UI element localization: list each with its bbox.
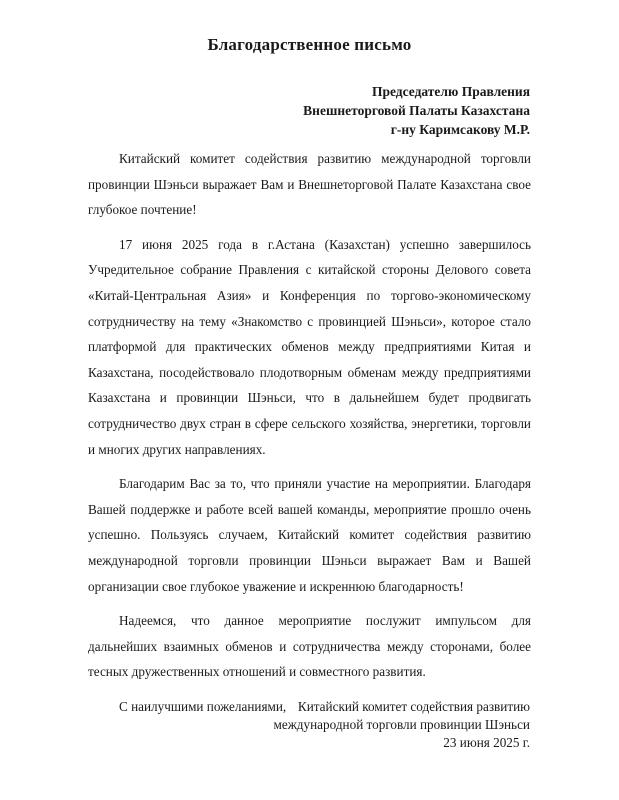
- letter-title: Благодарственное письмо: [207, 35, 412, 54]
- signature-org-line-2: международной торговли провинции Шэньси: [273, 717, 530, 732]
- addressee-position: Председателю Правления: [371, 84, 530, 99]
- paragraph-hope: Надеемся, что данное мероприятие послужит импульсом для дальнейших взаимных обменов и сотрудничества между сторонами, более тесных дружественных отношений и совместного развития.: [88, 613, 531, 680]
- paragraph-event: 17 июня 2025 года в г.Астана (Казахстан) успешно завершилось Учредительное собрание Правления с китайской стороны Делового совета «Китай-Центральная Азия» и Конференция по торгово-экономическому сотрудничеству на тему «Знакомство с провинцией Шэньси», которое стало платформой для практических обменов между предприятиями Китая и Казахстана, посодействовало плодотворным обменам между предприятиями Казахстана и провинции Шэньси, что в дальнейшем будет продвигать сотрудничество двух стран в сфере сельского хозяйства, энергетики, торговли и многих других направлениях.: [88, 236, 531, 457]
- addressee-block: [303, 82, 530, 139]
- paragraph-greeting: Китайский комитет содействия развитию международной торговли провинции Шэньси выражает Вам и Внешнеторговой Палате Казахстана свое глубокое почтение!: [88, 151, 531, 218]
- paragraph-thanks: Благодарим Вас за то, что приняли участие на мероприятии. Благодаря Вашей поддержке и работе всей вашей команды, мероприятие прошло очень успешно. Пользуясь случаем, Китайский комитет содействия развитию международной торговли провинции Шэньси выражает Вам и Вашей организации свое глубокое уважение и искреннюю благодарность!: [88, 476, 531, 594]
- addressee-organization: Внешнеторговой Палаты Казахстана: [303, 103, 530, 118]
- signature-date: 23 июня 2025 г.: [443, 735, 530, 750]
- signature-block: [274, 698, 531, 752]
- letter-body: [88, 146, 531, 728]
- addressee-name: г-ну Каримсакову М.Р.: [390, 122, 530, 137]
- closing-line: С наилучшими пожеланиями,: [119, 698, 287, 714]
- signature-org-line-1: Китайский комитет содействия развитию: [297, 699, 530, 714]
